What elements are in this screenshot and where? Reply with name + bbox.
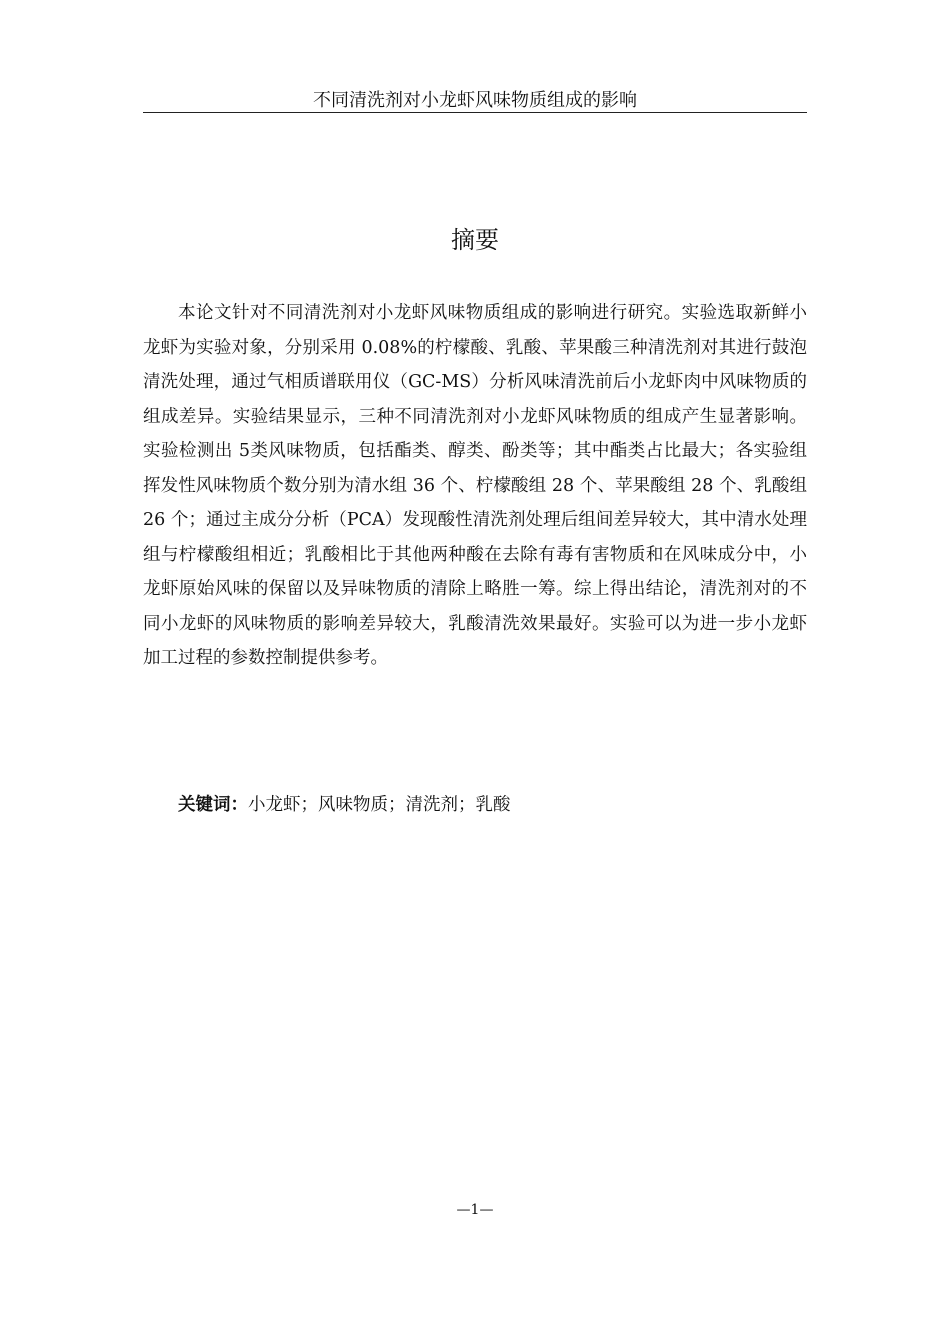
keywords-label: 关键词： [178, 795, 248, 815]
keywords-terms: 小龙虾；风味物质；清洗剂；乳酸 [248, 795, 511, 815]
keywords-line [143, 790, 807, 820]
running-header [143, 90, 807, 113]
abstract-body: 本论文针对不同清洗剂对小龙虾风味物质组成的影响进行研究。实验选取新鲜小龙虾为实验对象，分别采用 0.08%的柠檬酸、乳酸、苹果酸三种清洗剂对其进行鼓泡清洗处理，通过气相质谱联用仪（GC-MS）分析风味清洗前后小龙虾肉中风味物质的组成差异。实验结果显示，三种不同清洗剂对小龙虾风味物质的组成产生显著影响。实验检测出 5类风味物质，包括酯类、醇类、酚类等；其中酯类占比最大；各实验组挥发性风味物质个数分别为清水组 36 个、柠檬酸组 28 个、苹果酸组 28 个、乳酸组 26 个；通过主成分分析（PCA）发现酸性清洗剂处理后组间差异较大，其中清水处理组与柠檬酸组相近；乳酸相比于其他两种酸在去除有毒有害物质和在风味成分中，小龙虾原始风味的保留以及异味物质的清除上略胜一筹。综上得出结论，清洗剂对的不同小龙虾的风味物质的影响差异较大，乳酸清洗效果最好。实验可以为进一步小龙虾加工过程的参数控制提供参考。 [143, 303, 807, 668]
page-number: —1— [456, 1202, 494, 1218]
running-header-title: 不同清洗剂对小龙虾风味物质组成的影响 [313, 90, 637, 111]
abstract-title: 摘要 [451, 226, 499, 254]
